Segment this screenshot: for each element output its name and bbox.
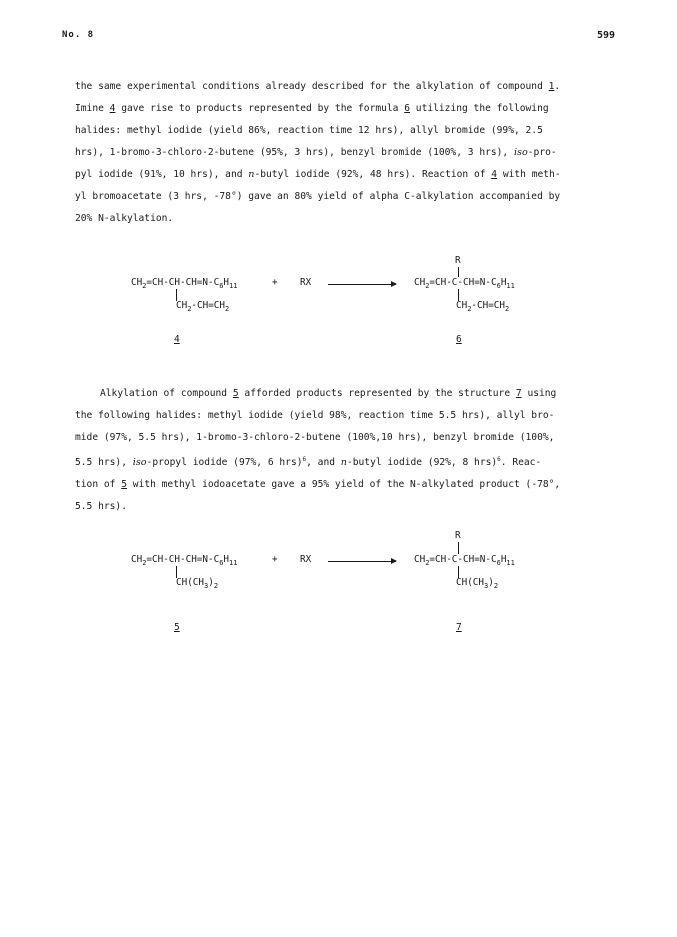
text-line: pyl iodide (91%, 10 hrs), and n-butyl iodide (92%, 48 hrs). Reaction of 4 with meth- (75, 169, 561, 180)
compound-label-4: 4 (174, 334, 180, 345)
bond-line (458, 542, 459, 554)
paragraph-2 (75, 383, 575, 518)
reaction-scheme-2 (0, 528, 677, 628)
compound-ref: 5 (232, 388, 239, 399)
product-formula: $CH_2=CH-C-CH=N-C_6H_{11}$ (414, 554, 515, 567)
reactant-formula: $CH_2=CH-CH-CH=N-C_6H_{11}$ (131, 554, 238, 567)
text-line: the following halides: methyl iodide (yield 98%, reaction time 5.5 hrs), allyl bro- (75, 410, 555, 421)
text-line: 20% N-alkylation. (75, 213, 174, 224)
compound-ref: 7 (515, 388, 522, 399)
compound-label-6: 6 (456, 334, 462, 345)
product-substituent: $CH_2-CH=CH_2$ (456, 300, 510, 313)
text-line: 5.5 hrs), iso-propyl iodide (97%, 6 hrs)$^6$, and n-butyl iodide (92%, 8 hrs)$^6$. Reac- (75, 456, 542, 469)
text-line: 5.5 hrs). (75, 501, 127, 513)
compound-label-5: 5 (174, 622, 180, 633)
reaction-scheme-1 (0, 255, 677, 355)
paragraph-1 (75, 76, 575, 230)
product-substituent: $CH(CH_3)_2$ (456, 577, 499, 590)
reaction-arrow (328, 284, 396, 285)
page-header (62, 30, 615, 46)
product-formula: $CH_2=CH-C-CH=N-C_6H_{11}$ (414, 277, 515, 290)
footnote-ref: 6 (497, 456, 501, 463)
text-line: yl bromoacetate (3 hrs, -78°) gave an 80% yield of alpha C-alkylation accompanied by (75, 191, 561, 202)
text-line: halides: methyl iodide (yield 86%, reaction time 12 hrs), allyl bromide (99%, 2.5 (75, 125, 543, 136)
text-line: Imine 4 gave rise to products represented by the formula 6 utilizing the following (75, 103, 549, 114)
reagent: RX (300, 277, 312, 288)
footnote-ref: 6 (302, 456, 307, 463)
text-line: tion of 5 with methyl iodoacetate gave a 95% yield of the N-alkylated product (-78°, (75, 479, 561, 491)
page-number: 599 (596, 30, 615, 41)
compound-ref: 4 (109, 103, 116, 114)
compound-ref: 6 (404, 103, 411, 114)
bond-line (458, 267, 459, 277)
reactant-formula: $CH_2=CH-CH-CH=N-C_6H_{11}$ (131, 277, 238, 290)
reaction-arrow (328, 561, 396, 562)
product-r-group: R (455, 255, 461, 266)
plus-sign: + (272, 277, 278, 288)
reagent: RX (300, 554, 312, 565)
compound-ref: 5 (121, 479, 127, 491)
text-line: mide (97%, 5.5 hrs), 1-bromo-3-chloro-2-butene (100%,10 hrs), benzyl bromide (100%, (75, 432, 555, 443)
text-line: the same experimental conditions already described for the alkylation of compound 1. (75, 81, 561, 92)
compound-label-7: 7 (456, 622, 462, 633)
compound-ref: 4 (491, 169, 498, 180)
text-line: hrs), 1-bromo-3-chloro-2-butene (95%, 3 hrs), benzyl bromide (100%, 3 hrs), iso-pro- (75, 147, 557, 158)
reactant-substituent: $CH_2-CH=CH_2$ (176, 300, 230, 313)
text-line: Alkylation of compound 5 afforded products represented by the structure 7 using (100, 388, 557, 399)
product-r-group: R (455, 530, 461, 541)
reactant-substituent: $CH(CH_3)_2$ (176, 577, 219, 590)
compound-ref: 1 (548, 81, 555, 92)
journal-issue: No. 8 (62, 30, 95, 40)
plus-sign: + (272, 554, 278, 565)
